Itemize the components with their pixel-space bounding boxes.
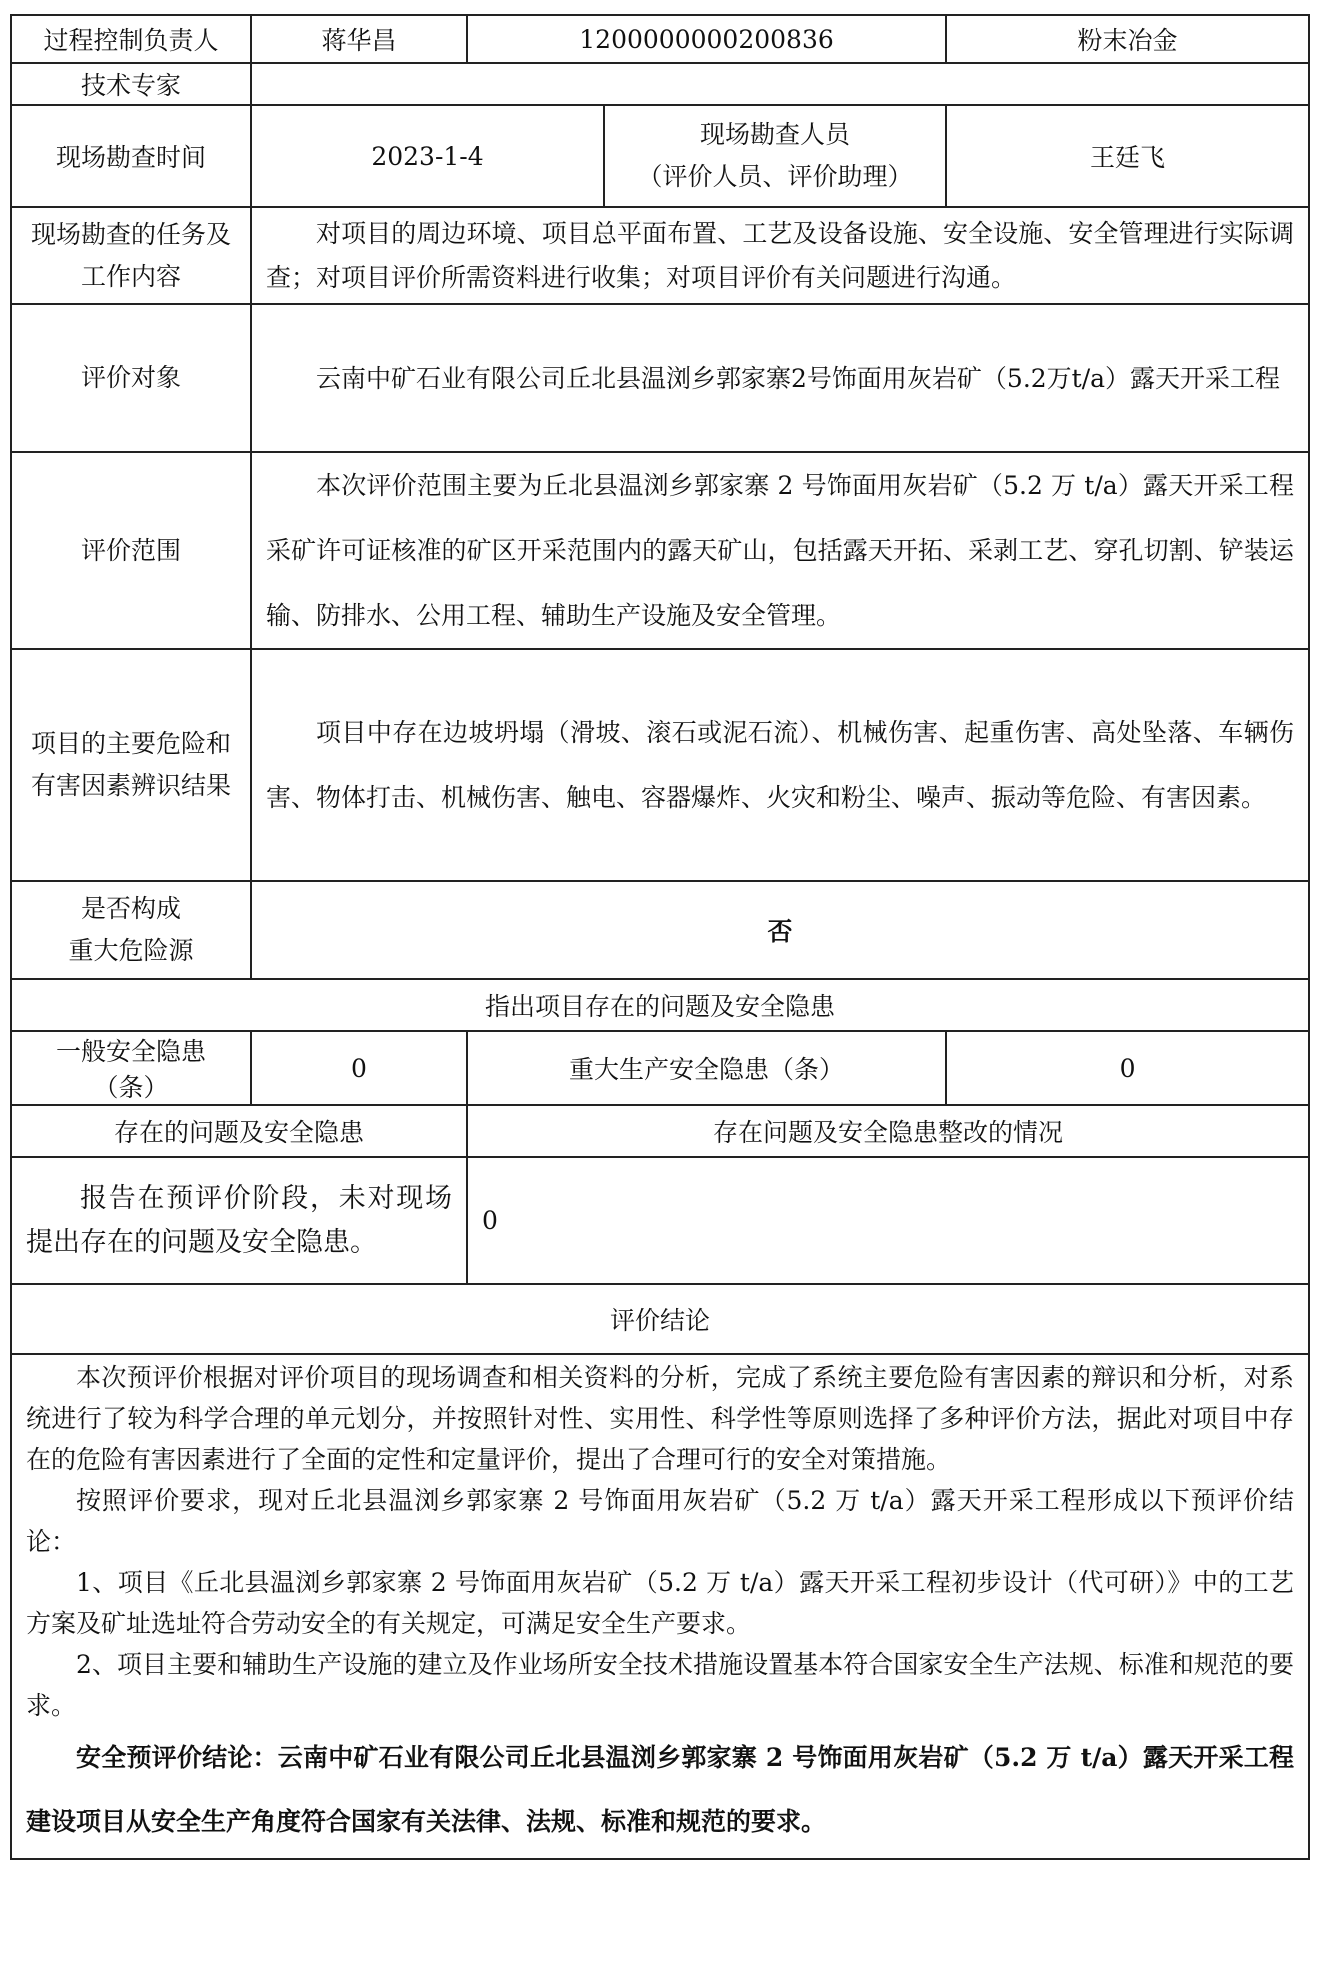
form-table: [10, 14, 1310, 1860]
row-major-hazard: [11, 881, 1309, 979]
process-control-field: 粉末冶金: [946, 15, 1309, 63]
conclusion-body: [11, 1354, 1309, 1859]
survey-staff-label: [604, 105, 946, 207]
row-process-control: [11, 15, 1309, 63]
major-hazard-value: 否: [251, 881, 1309, 979]
object-value: 云南中矿石业有限公司丘北县温浏乡郭家寨2号饰面用灰岩矿（5.2万t/a）露天开采工程: [251, 304, 1309, 452]
evaluation-form: [10, 14, 1308, 1860]
row-issue-columns: [11, 1105, 1309, 1157]
conclusion-final-statement: 安全预评价结论：云南中矿石业有限公司丘北县温浏乡郭家寨 2 号饰面用灰岩矿（5.2 万 t/a）露天开采工程建设项目从安全生产角度符合国家有关法律、法规、标准和规范的要求。: [26, 1743, 1295, 1836]
row-issue-counts: [11, 1031, 1309, 1105]
survey-staff-value: 王廷飞: [946, 105, 1309, 207]
survey-staff-label-line1: 现场勘查人员: [700, 120, 851, 149]
process-control-label: 过程控制负责人: [11, 15, 251, 63]
survey-time-label: 现场勘查时间: [11, 105, 251, 207]
conclusion-paragraph-2: 按照评价要求，现对丘北县温浏乡郭家寨 2 号饰面用灰岩矿（5.2 万 t/a）露天开采工程形成以下预评价结论：: [26, 1486, 1295, 1556]
row-task: [11, 207, 1309, 304]
tech-expert-label: 技术专家: [11, 63, 251, 105]
issues-section-title: 指出项目存在的问题及安全隐患: [11, 979, 1309, 1031]
process-control-number: 1200000000200836: [467, 15, 946, 63]
row-survey: [11, 105, 1309, 207]
survey-staff-label-line2: （评价人员、评价助理）: [637, 162, 913, 191]
conclusion-paragraph-1: 本次预评价根据对评价项目的现场调查和相关资料的分析，完成了系统主要危险有害因素的辩识和分析，对系统进行了较为科学合理的单元划分，并按照针对性、实用性、科学性等原则选择了多种评价方法，据此对项目中存在的危险有害因素进行了全面的定性和定量评价，提出了合理可行的安全对策措施。: [26, 1363, 1295, 1474]
major-hazard-label-line2: 重大危险源: [68, 936, 194, 965]
issues-left-text: 报告在预评价阶段，未对现场提出存在的问题及安全隐患。: [11, 1157, 467, 1284]
major-hazard-count: 0: [946, 1031, 1309, 1105]
issues-right-text: 0: [467, 1157, 1309, 1284]
object-label: 评价对象: [11, 304, 251, 452]
conclusion-paragraph-3: 1、项目《丘北县温浏乡郭家寨 2 号饰面用灰岩矿（5.2 万 t/a）露天开采工程初步设计（代可研）》中的工艺方案及矿址选址符合劳动安全的有关规定，可满足安全生产要求。: [26, 1568, 1295, 1638]
process-control-name: 蒋华昌: [251, 15, 467, 63]
row-object: [11, 304, 1309, 452]
row-issues-title: [11, 979, 1309, 1031]
scope-value: 本次评价范围主要为丘北县温浏乡郭家寨 2 号饰面用灰岩矿（5.2 万 t/a）露天开采工程采矿许可证核准的矿区开采范围内的露天矿山，包括露天开拓、采剥工艺、穿孔切割、铲装运输、防排水、公用工程、辅助生产设施及安全管理。: [251, 452, 1309, 649]
task-label: 现场勘查的任务及工作内容: [11, 207, 251, 304]
row-conclusion-title: [11, 1284, 1309, 1354]
scope-label: 评价范围: [11, 452, 251, 649]
hazard-value: 项目中存在边坡坍塌（滑坡、滚石或泥石流）、机械伤害、起重伤害、高处坠落、车辆伤害、物体打击、机械伤害、触电、容器爆炸、火灾和粉尘、噪声、振动等危险、有害因素。: [251, 649, 1309, 881]
major-hazard-label: [11, 881, 251, 979]
row-hazard: [11, 649, 1309, 881]
general-hazard-label: 一般安全隐患（条）: [11, 1031, 251, 1105]
issues-col-left: 存在的问题及安全隐患: [11, 1105, 467, 1157]
task-value: 对项目的周边环境、项目总平面布置、工艺及设备设施、安全设施、安全管理进行实际调查；对项目评价所需资料进行收集；对项目评价有关问题进行沟通。: [251, 207, 1309, 304]
general-hazard-count: 0: [251, 1031, 467, 1105]
row-conclusion: [11, 1354, 1309, 1859]
row-scope: [11, 452, 1309, 649]
row-tech-expert: [11, 63, 1309, 105]
tech-expert-value: [251, 63, 1309, 105]
conclusion-paragraph-4: 2、项目主要和辅助生产设施的建立及作业场所安全技术措施设置基本符合国家安全生产法规、标准和规范的要求。: [26, 1650, 1295, 1720]
survey-time-value: 2023-1-4: [251, 105, 604, 207]
conclusion-title: 评价结论: [11, 1284, 1309, 1354]
hazard-label: 项目的主要危险和有害因素辨识结果: [11, 649, 251, 881]
issues-col-right: 存在问题及安全隐患整改的情况: [467, 1105, 1309, 1157]
major-hazard-label-line1: 是否构成: [80, 894, 181, 923]
major-hazard-count-label: 重大生产安全隐患（条）: [467, 1031, 946, 1105]
row-issue-details: [11, 1157, 1309, 1284]
